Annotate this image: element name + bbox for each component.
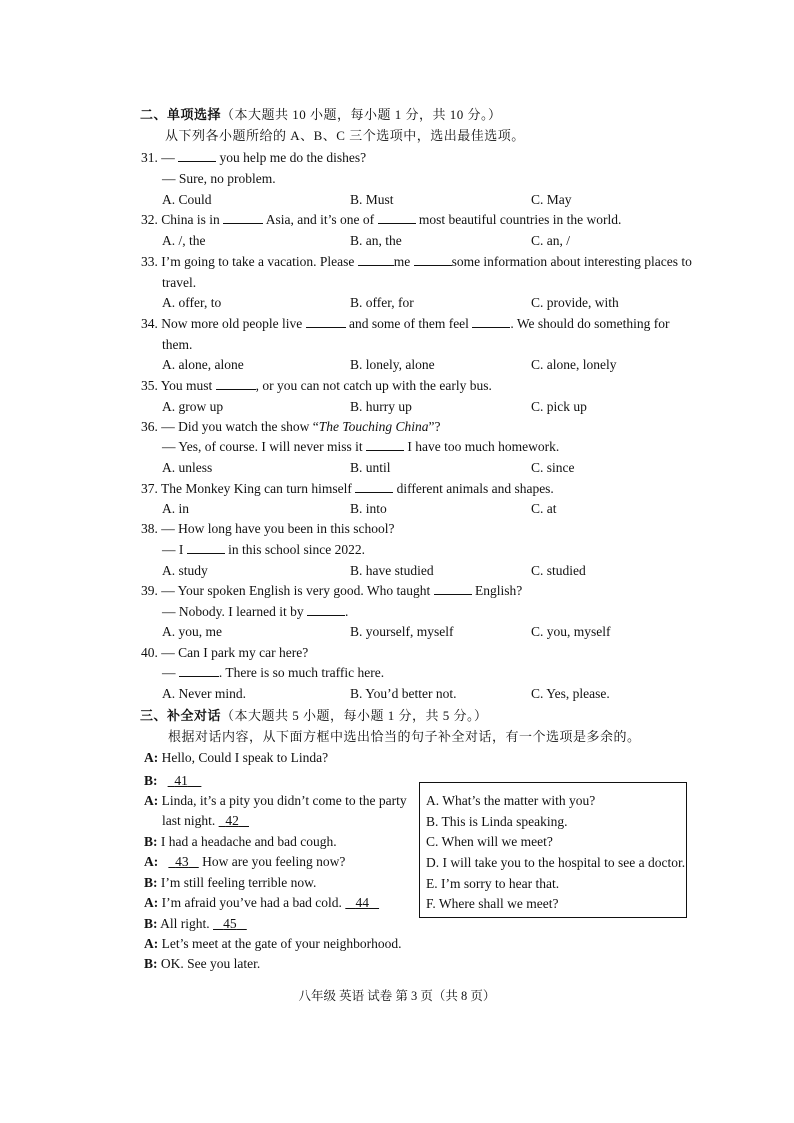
option-b: B. You’d better not. (350, 686, 457, 701)
dialogue-line: A: Linda, it’s a pity you didn’t come to the party (144, 793, 407, 808)
dialogue-line: A: I’m afraid you’ve had a bad cold. 44 (144, 894, 379, 912)
show-title: The Touching China (318, 419, 429, 434)
blank-45: 45 (223, 916, 237, 931)
question-39-line2: — Nobody. I learned it by . (162, 604, 349, 619)
option-c: C. studied (531, 563, 586, 578)
box-option-d: D. I will take you to the hospital to see a doctor. (426, 855, 686, 870)
question-37: 37. The Monkey King can turn himself different animals and shapes. (141, 481, 554, 496)
option-b: B. have studied (350, 563, 434, 578)
question-35: 35. You must , or you can not catch up with the early bus. (141, 378, 492, 393)
option-c: C. provide, with (531, 295, 619, 310)
section2-instruction: 从下列各小题所给的 A、B、C 三个选项中，选出最佳选项。 (165, 128, 525, 143)
box-option-e: E. I’m sorry to hear that. (426, 876, 560, 891)
option-b: B. an, the (350, 233, 402, 248)
question-40: 40. — Can I park my car here? (141, 645, 309, 660)
option-c: C. at (531, 501, 557, 516)
option-c: C. pick up (531, 399, 587, 414)
option-a: A. study (162, 563, 208, 578)
dialogue-line: last night. 42 (162, 812, 249, 830)
option-a: A. grow up (162, 399, 224, 414)
dialogue-line: B: 41 (144, 772, 201, 790)
option-b: B. until (350, 460, 391, 475)
question-31-line2: — Sure, no problem. (162, 171, 276, 186)
box-option-f: F. Where shall we meet? (426, 896, 559, 911)
option-a: A. offer, to (162, 295, 222, 310)
section3-header (140, 707, 488, 725)
section2-header (140, 106, 502, 124)
option-a: A. unless (162, 460, 213, 475)
page-footer: 八年级 英语 试卷 第 3 页（共 8 页） (298, 989, 496, 1003)
dialogue-line: A: Let’s meet at the gate of your neighborhood. (144, 936, 402, 951)
option-a: A. in (162, 501, 189, 516)
question-36-line2: — Yes, of course. I will never miss it I have too much homework. (162, 439, 560, 454)
section2-heading: 二、单项选择 (140, 107, 222, 122)
blank-43: 43 (175, 854, 189, 869)
option-b: B. lonely, alone (350, 357, 435, 372)
blank-44: 44 (355, 895, 369, 910)
section3-heading: 三、补全对话 (140, 708, 222, 723)
option-b: B. into (350, 501, 387, 516)
box-option-a: A. What’s the matter with you? (426, 793, 596, 808)
dialogue-line: B: I had a headache and bad cough. (144, 834, 337, 849)
question-40-line2: — . There is so much traffic here. (162, 665, 385, 680)
question-39: 39. — Your spoken English is very good. Who taught English? (141, 583, 523, 598)
question-34: 34. Now more old people live and some of them feel . We should do something for (141, 316, 670, 331)
question-34-line2: them. (162, 337, 193, 352)
box-option-b: B. This is Linda speaking. (426, 814, 568, 829)
section3-instruction: 根据对话内容，从下面方框中选出恰当的句子补全对话，有一个选项是多余的。 (168, 729, 641, 744)
dialogue-line: B: I’m still feeling terrible now. (144, 875, 317, 890)
dialogue-line: B: OK. See you later. (144, 956, 261, 971)
answer-blank (178, 149, 216, 162)
question-36: 36. — Did you watch the show “The Touching China”? (141, 419, 441, 434)
option-b: B. yourself, myself (350, 624, 454, 639)
option-a: A. you, me (162, 624, 222, 639)
option-a: A. alone, alone (162, 357, 244, 372)
option-c: C. you, myself (531, 624, 611, 639)
question-32: 32. China is in Asia, and it’s one of most beautiful countries in the world. (141, 212, 622, 227)
question-33: 33. I’m going to take a vacation. Please me some information about interesting places to (141, 254, 692, 269)
box-option-c: C. When will we meet? (426, 834, 553, 849)
question-38-line2: — I in this school since 2022. (162, 542, 365, 557)
blank-42: 42 (225, 813, 239, 828)
option-a: A. Never mind. (162, 686, 246, 701)
dialogue-line: A: 43 How are you feeling now? (144, 854, 346, 869)
option-a: A. /, the (162, 233, 206, 248)
option-b: B. Must (350, 192, 394, 207)
section2-note: （本大题共 10 小题，每小题 1 分，共 10 分。） (221, 107, 502, 122)
option-c: C. an, / (531, 233, 570, 248)
section3-note: （本大题共 5 小题，每小题 1 分，共 5 分。） (221, 708, 488, 723)
option-c: C. alone, lonely (531, 357, 617, 372)
dialogue-line: B: All right. 45 (144, 915, 247, 933)
question-31: 31. — you help me do the dishes? (141, 150, 367, 165)
question-33-line2: travel. (162, 275, 197, 290)
dialogue-line: A: Hello, Could I speak to Linda? (144, 750, 329, 765)
option-b: B. offer, for (350, 295, 414, 310)
question-38: 38. — How long have you been in this school? (141, 521, 395, 536)
option-a: A. Could (162, 192, 212, 207)
option-c: C. since (531, 460, 575, 475)
option-c: C. May (531, 192, 572, 207)
option-b: B. hurry up (350, 399, 412, 414)
blank-41: 41 (174, 773, 188, 788)
option-c: C. Yes, please. (531, 686, 610, 701)
